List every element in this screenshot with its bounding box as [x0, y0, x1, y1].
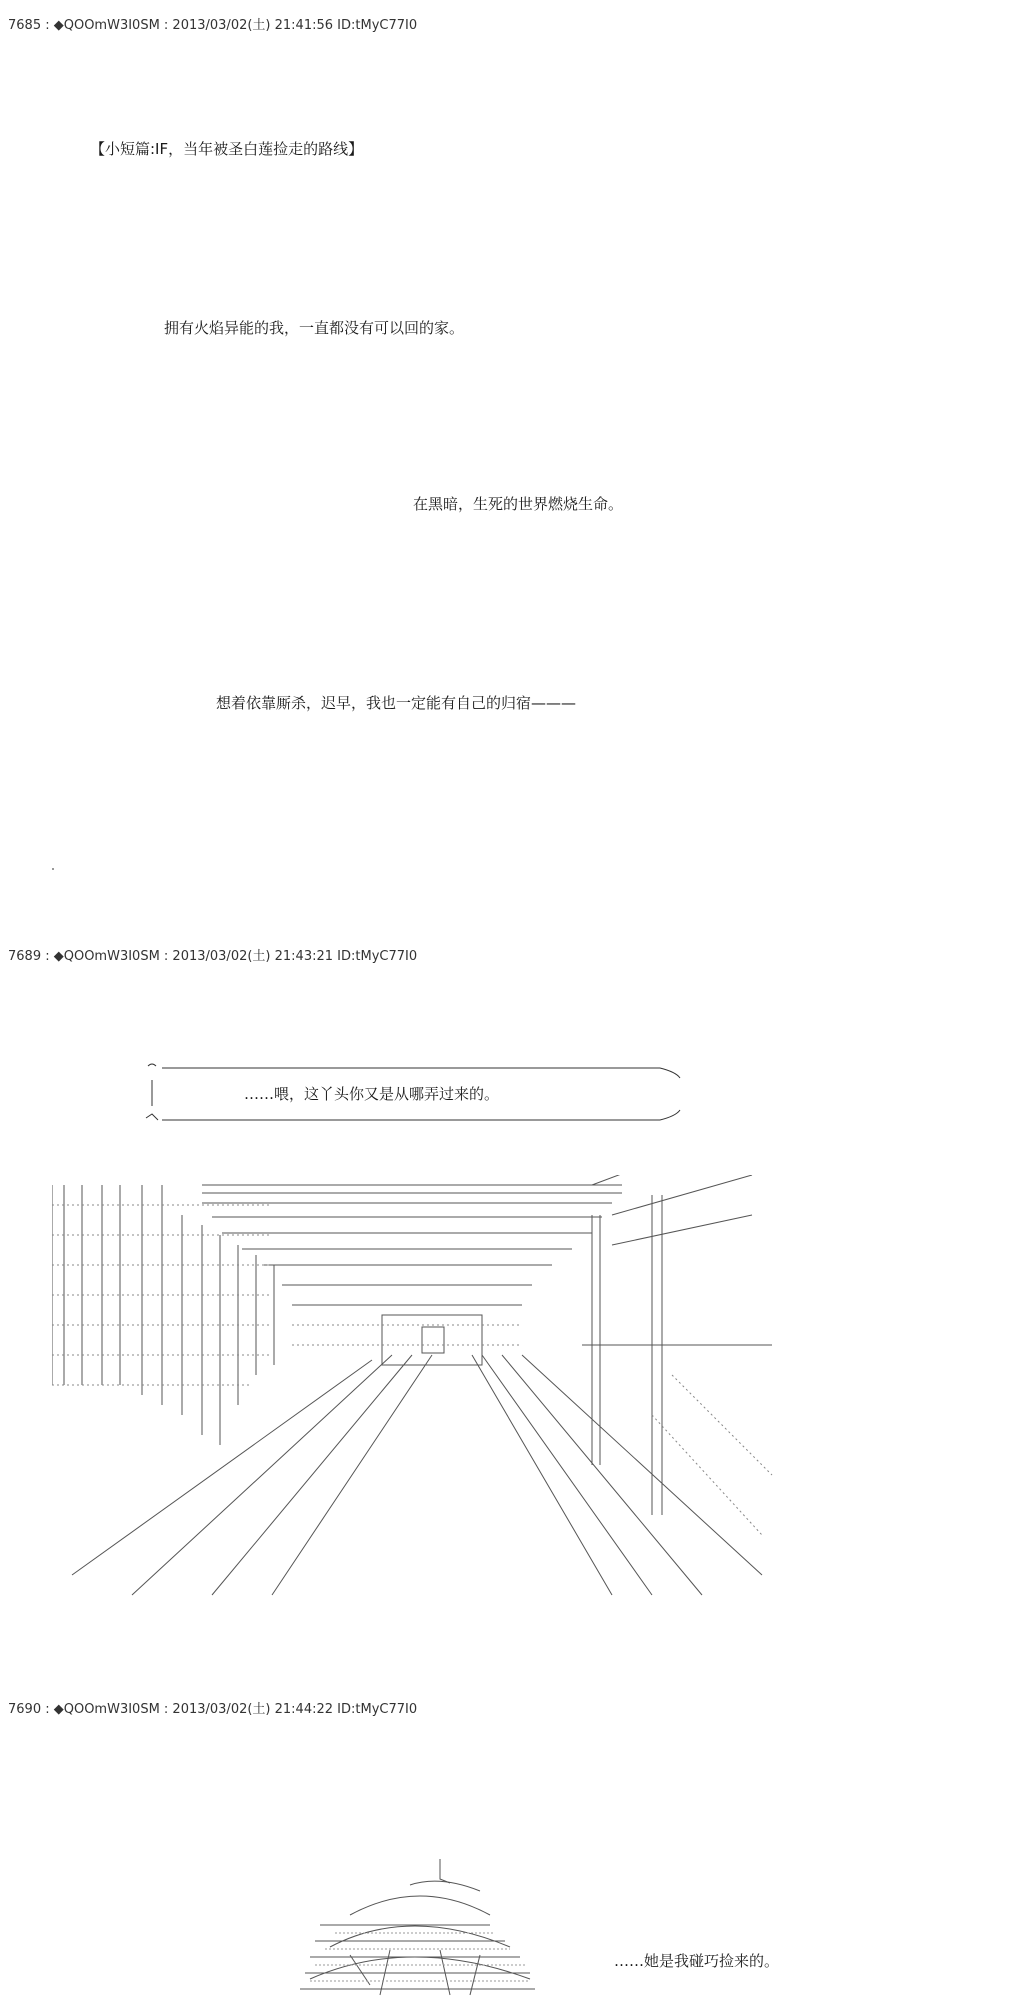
post-line: 想着依靠厮杀，迟早，我也一定能有自己的归宿——— — [216, 694, 577, 712]
ascii-art-girl-head — [290, 1855, 550, 2000]
speech-bubble — [140, 1058, 700, 1128]
stray-dot — [52, 868, 54, 870]
post-header-7685: 7685 : ◆QOOmW3I0SM : 2013/03/02(土) 21:41:56 ID:tMyC77I0 — [8, 18, 418, 33]
speech-bubble-text: ……喂，这丫头你又是从哪弄过来的。 — [244, 1085, 500, 1103]
post-header-7690: 7690 : ◆QOOmW3I0SM : 2013/03/02(土) 21:44:22 ID:tMyC77I0 — [8, 1702, 418, 1717]
side-text: ……她是我碰巧捡来的。 — [614, 1952, 780, 1970]
post-line: 拥有火焰异能的我，一直都没有可以回的家。 — [164, 319, 465, 337]
ascii-art-temple-gate — [52, 1175, 782, 1625]
post-line: 【小短篇:IF，当年被圣白莲捡走的路线】 — [90, 140, 364, 158]
post-header-7689: 7689 : ◆QOOmW3I0SM : 2013/03/02(土) 21:43:21 ID:tMyC77I0 — [8, 949, 418, 964]
post-line: 在黑暗，生死的世界燃烧生命。 — [413, 495, 624, 513]
